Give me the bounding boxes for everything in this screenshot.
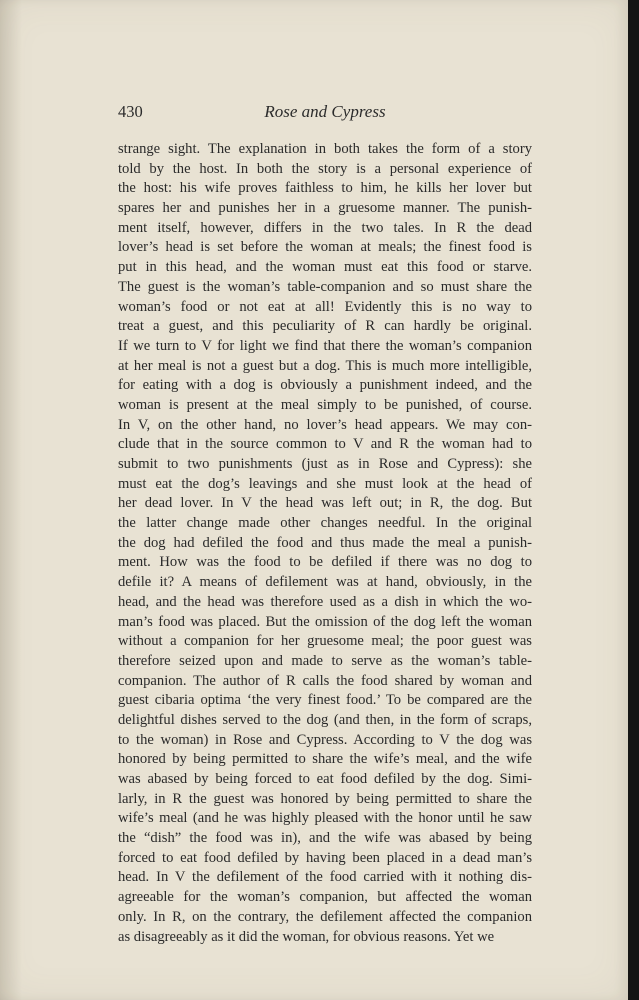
text-line: treat a guest, and this peculiarity of R can hardly be original. [118,318,532,335]
running-header [118,102,532,126]
text-line: In V, on the other hand, no lover’s head appears. We may con- [118,416,532,433]
text-line: head. In V the defilement of the food carried with it nothing dis- [118,869,532,886]
text-line: as disagreeably as it did the woman, for obvious reasons. Yet we [118,928,495,945]
text-line: was abased by being forced to eat food defiled by the dog. Simi- [118,771,532,787]
text-line: man’s food was placed. But the omission of the dog left the woman [118,613,532,630]
text-line: submit to two punishments (just as in Rose and Cypress): she [118,456,532,472]
text-line: spares her and punishes her in a gruesome manner. The punish- [118,200,532,217]
text-line: her dead lover. In V the head was left out; in R, the dog. But [118,495,532,512]
text-line: lover’s head is set before the woman at meals; the finest food is [118,239,532,256]
text-line: at her meal is not a guest but a dog. This is much more intelligible, [118,357,532,374]
text-line: the dog had defiled the food and thus made the meal a punish- [118,534,532,551]
text-line: woman’s food or not eat at all! Evidently this is no way to [118,298,532,315]
text-line: woman is present at the meal simply to be punished, of course. [118,396,532,413]
text-line: ment itself, however, differs in the two tales. In R the dead [118,219,532,236]
running-title: Rose and Cypress [264,102,386,121]
text-line: honored by being permitted to share the wife’s meal, and the wife [118,751,532,768]
text-line: clude that in the source common to V and R the woman had to [118,436,532,453]
text-line: guest cibaria optima ‘the very finest food.’ To be compared are the [118,692,532,709]
text-line: defile it? A means of defilement was at hand, obviously, in the [118,574,532,591]
text-line: told by the host. In both the story is a personal experience of [118,160,532,177]
text-line: agreeable for the woman’s companion, but affected the woman [118,889,532,906]
text-line: The guest is the woman’s table-companion and so must share the [118,278,532,295]
text-line: the “dish” the food was in), and the wife was abased by being [118,830,532,847]
text-line: head, and the head was therefore used as a dish in which the wo- [118,593,532,610]
text-line: strange sight. The explanation in both takes the form of a story [118,141,532,157]
text-line: If we turn to V for light we find that there the woman’s companion [118,337,532,354]
text-line: without a companion for her gruesome meal; the poor guest was [118,633,532,650]
text-line: to the woman) in Rose and Cypress. According to V the dog was [118,731,532,748]
body-text [118,140,532,947]
text-line: larly, in R the guest was honored by being permitted to share the [118,790,532,807]
text-line: companion. The author of R calls the food shared by woman and [118,672,532,689]
text-line: put in this head, and the woman must eat this food or starve. [118,259,532,276]
text-line: ment. How was the food to be defiled if there was no dog to [118,554,532,571]
text-line: the host: his wife proves faithless to him, he kills her lover but [118,180,532,197]
text-line: the latter change made other changes needful. In the original [118,515,532,532]
text-line: forced to eat food defiled by having been placed in a dead man’s [118,849,532,866]
page-gutter-shadow [0,0,22,1000]
page-number: 430 [118,102,143,121]
text-line: must eat the dog’s leavings and she must look at the head of [118,475,532,492]
text-line: therefore seized upon and made to serve as the woman’s table- [118,652,532,669]
text-line: delightful dishes served to the dog (and then, in the form of scraps, [118,711,532,728]
text-line: for eating with a dog is obviously a punishment indeed, and the [118,377,532,394]
text-line: wife’s meal (and he was highly pleased with the honor until he saw [118,810,532,827]
text-line: only. In R, on the contrary, the defilement affected the companion [118,908,532,925]
